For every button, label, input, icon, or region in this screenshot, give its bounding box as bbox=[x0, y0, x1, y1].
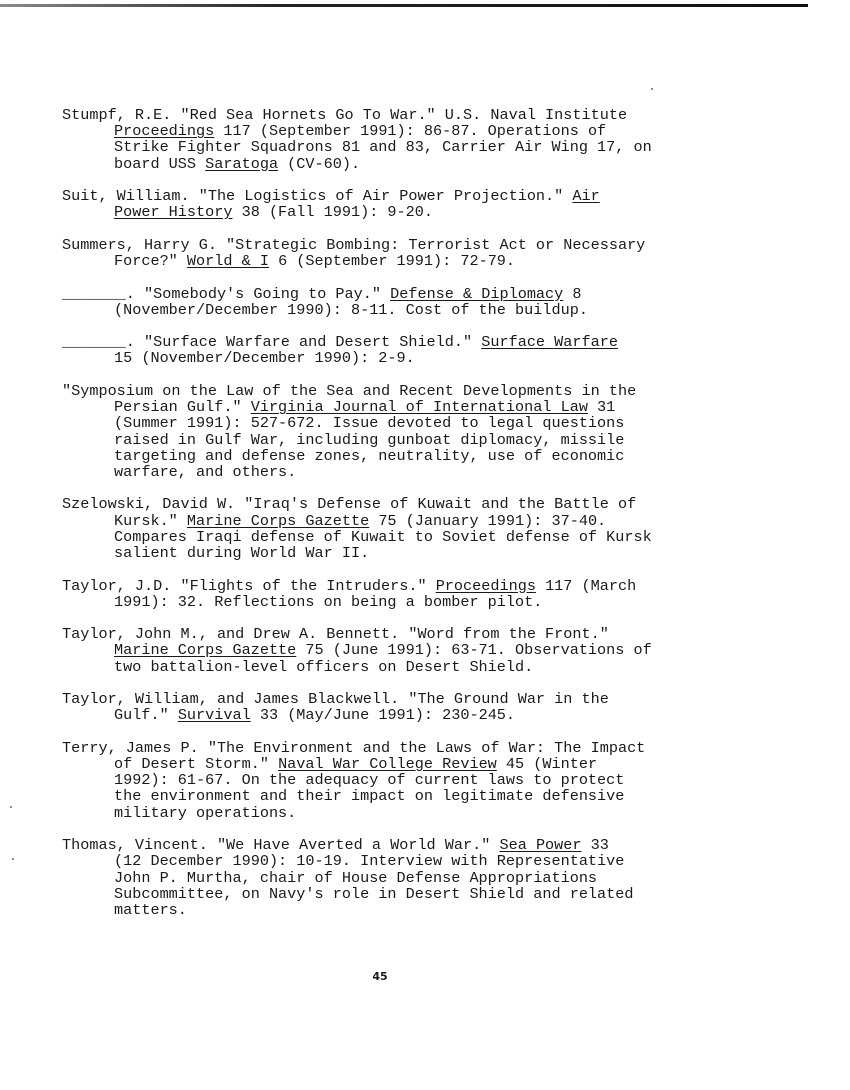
publication-title: Surface Warfare bbox=[481, 333, 618, 352]
bib-entry bbox=[62, 188, 822, 220]
top-scan-rule bbox=[0, 4, 808, 7]
entry-text: Taylor, William, and James Blackwell. "The Ground War in the bbox=[62, 690, 609, 709]
entry-text: Persian Gulf." bbox=[114, 398, 251, 417]
entry-text: Thomas, Vincent. "We Have Averted a World War." bbox=[62, 836, 500, 855]
entry-text: 33 (May/June 1991): 230-245. bbox=[250, 706, 516, 725]
entry-text: (Summer 1991): 527-672. Issue devoted to legal questions bbox=[114, 414, 625, 433]
bib-entry bbox=[62, 107, 822, 172]
publication-title: World & I bbox=[186, 252, 269, 271]
entry-text: Szelowski, David W. "Iraq's Defense of Kuwait and the Battle of bbox=[62, 495, 637, 514]
entry-text: _______. "Somebody's Going to Pay." bbox=[62, 284, 391, 303]
publication-title: Marine Corps Gazette bbox=[114, 641, 297, 660]
entry-text: (CV-60). bbox=[278, 154, 361, 173]
entry-text: 117 (March bbox=[535, 576, 637, 595]
entry-text: 117 (September 1991): 86-87. Operations of bbox=[214, 122, 607, 141]
entry-text: (November/December 1990): 8-11. Cost of the buildup. bbox=[114, 300, 588, 319]
entry-text: _______. "Surface Warfare and Desert Shield." bbox=[62, 333, 482, 352]
entry-text: Stumpf, R.E. "Red Sea Hornets Go To War." U.S. Naval Institute bbox=[62, 106, 628, 124]
scan-speck bbox=[651, 88, 653, 90]
publication-title: Power History bbox=[114, 203, 233, 222]
entry-text: targeting and defense zones, neutrality, use of economic bbox=[114, 446, 625, 465]
bib-entry bbox=[62, 740, 822, 821]
entry-text: Summers, Harry G. "Strategic Bombing: Terrorist Act or Necessary bbox=[62, 235, 646, 254]
bib-entry bbox=[62, 837, 822, 918]
entry-text: 38 (Fall 1991): 9-20. bbox=[232, 203, 433, 222]
entry-text: Taylor, J.D. "Flights of the Intruders." bbox=[62, 576, 436, 595]
entry-text: 75 (June 1991): 63-71. Observations of bbox=[296, 641, 652, 660]
entry-text: military operations. bbox=[114, 803, 297, 822]
entry-text: Strike Fighter Squadrons 81 and 83, Carrier Air Wing 17, on bbox=[114, 138, 652, 157]
entry-text: (12 December 1990): 10-19. Interview with Representative bbox=[114, 852, 625, 871]
publication-title: Proceedings bbox=[435, 576, 536, 595]
scan-speck bbox=[12, 858, 14, 860]
entry-text: salient during World War II. bbox=[114, 544, 370, 563]
entry-text: raised in Gulf War, including gunboat diplomacy, missile bbox=[114, 430, 625, 449]
entry-text: two battalion-level officers on Desert Shield. bbox=[114, 657, 534, 676]
bib-entry bbox=[62, 691, 822, 723]
entry-text: the environment and their impact on legitimate defensive bbox=[114, 787, 625, 806]
entry-text: board USS bbox=[114, 154, 206, 173]
entry-text: Compares Iraqi defense of Kuwait to Soviet defense of Kursk bbox=[114, 527, 652, 546]
publication-title: Virginia Journal of International Law bbox=[250, 398, 588, 417]
entry-text: 75 (January 1991): 37-40. bbox=[369, 511, 607, 530]
bib-entry bbox=[62, 286, 822, 318]
entry-text: John P. Murtha, chair of House Defense Appropriations bbox=[114, 868, 598, 887]
bib-entry bbox=[62, 496, 822, 561]
entry-text: warfare, and others. bbox=[114, 462, 297, 481]
bibliography-list bbox=[62, 107, 822, 934]
entry-text: Gulf." bbox=[114, 706, 178, 725]
bib-entry bbox=[62, 334, 822, 366]
publication-title: Defense & Diplomacy bbox=[390, 284, 564, 303]
bib-entry bbox=[62, 626, 822, 675]
publication-title: Sea Power bbox=[499, 836, 582, 855]
entry-text: Subcommittee, on Navy's role in Desert Shield and related bbox=[114, 884, 634, 903]
entry-text: 15 (November/December 1990): 2-9. bbox=[114, 349, 415, 368]
publication-title: Saratoga bbox=[205, 154, 279, 173]
scan-speck bbox=[10, 806, 12, 808]
entry-text: Suit, William. "The Logistics of Air Power Projection." bbox=[62, 187, 573, 206]
publication-title: Marine Corps Gazette bbox=[186, 511, 370, 530]
bib-entry bbox=[62, 383, 822, 480]
entry-text: Kursk." bbox=[114, 511, 187, 530]
entry-text: 31 bbox=[587, 398, 616, 417]
bib-entry bbox=[62, 237, 822, 269]
entry-text: 1991): 32. Reflections on being a bomber pilot. bbox=[114, 592, 543, 611]
entry-text: of Desert Storm." bbox=[114, 755, 279, 774]
publication-title: Proceedings bbox=[114, 122, 215, 141]
entry-text: "Symposium on the Law of the Sea and Recent Developments in the bbox=[62, 381, 637, 400]
entry-text: 1992): 61-67. On the adequacy of current laws to protect bbox=[114, 771, 625, 790]
publication-title: Air bbox=[572, 187, 600, 206]
entry-text: 33 bbox=[581, 836, 609, 855]
entry-text: Terry, James P. "The Environment and the Laws of War: The Impact bbox=[62, 738, 646, 757]
entry-text: Taylor, John M., and Drew A. Bennett. "Word from the Front." bbox=[62, 625, 609, 644]
page-number: 45 bbox=[372, 970, 388, 983]
entry-text: matters. bbox=[114, 900, 187, 919]
publication-title: Naval War College Review bbox=[278, 755, 497, 774]
entry-text: 6 (September 1991): 72-79. bbox=[268, 252, 516, 271]
publication-title: Survival bbox=[177, 706, 251, 725]
entry-text: Force?" bbox=[114, 252, 187, 271]
bib-entry bbox=[62, 578, 822, 610]
entry-text: 8 bbox=[563, 284, 582, 303]
entry-text: 45 (Winter bbox=[496, 755, 598, 774]
